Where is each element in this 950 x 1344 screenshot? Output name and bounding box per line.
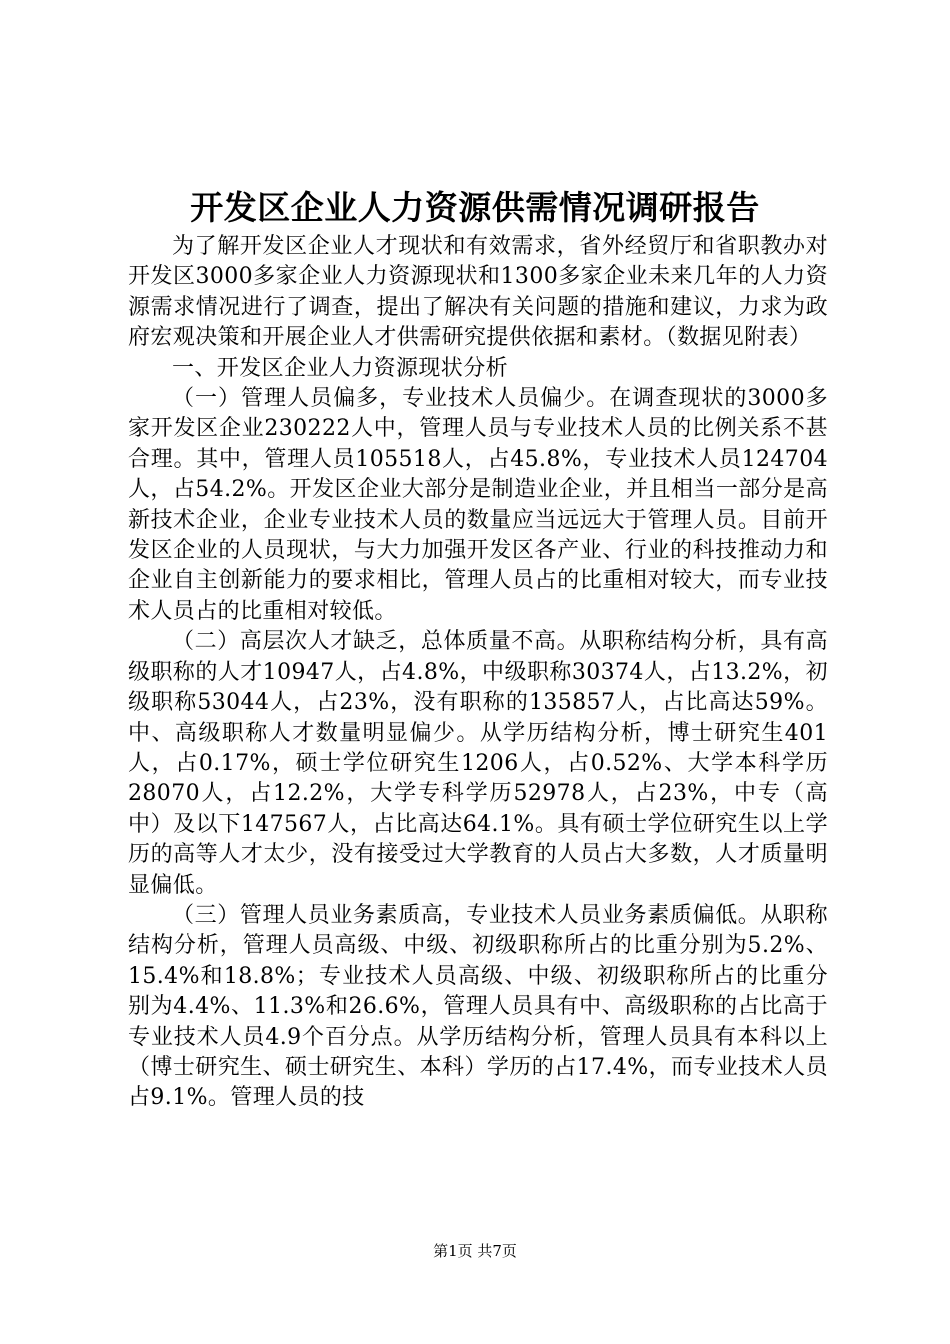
paragraph-intro: 为了解开发区企业人才现状和有效需求，省外经贸厅和省职教办对开发区3000多家企业人力资源现状和1300多家企业未来几年的人力资源需求情况进行了调查，提出了解决有关问题的措施和建议，力求为政府宏观决策和开展企业人才供需研究提供依据和素材。（数据见附表） [128,234,828,351]
paragraph-2: （二）高层次人才缺乏，总体质量不高。从职称结构分析，具有高级职称的人才10947人，占4.8%，中级职称30374人，占13.2%，初级职称53044人，占23%，没有职称的135857人，占比高达59%。中、高级职称人才数量明显偏少。从学历结构分析，博士研究生401人，占0.17%，硕士学位研究生1206人，占0.52%、大学本科学历28070人，占12.2%，大学专科学历52978人，占23%，中专（高中）及以下147567人，占比高达64.1%。具有硕士学位研究生以上学历的高等人才太少，没有接受过大学教育的人员占大多数，人才质量明显偏低。 [128,629,828,898]
paragraph-1: （一）管理人员偏多，专业技术人员偏少。在调查现状的3000多家开发区企业230222人中，管理人员与专业技术人员的比例关系不甚合理。其中，管理人员105518人，占45.8%，专业技术人员124704人，占54.2%。开发区企业大部分是制造业企业，并且相当一部分是高新技术企业，企业专业技术人员的数量应当远远大于管理人员。目前开发区企业的人员现状，与大力加强开发区各产业、行业的科技推动力和企业自主创新能力的要求相比，管理人员占的比重相对较大，而专业技术人员占的比重相对较低。 [128,386,828,624]
page-number-footer: 第1页 共7页 [433,1242,517,1260]
document-title: 开发区企业人力资源供需情况调研报告 [190,188,760,227]
paragraph-3: （三）管理人员业务素质高，专业技术人员业务素质偏低。从职称结构分析，管理人员高级、中级、初级职称所占的比重分别为5.2%、15.4%和18.8%；专业技术人员高级、中级、初级职称所占的比重分别为4.4%、11.3%和26.6%，管理人员具有中、高级职称的占比高于专业技术人员4.9个百分点。从学历结构分析，管理人员具有本科以上（博士研究生、硕士研究生、本科）学历的占17.4%，而专业技术人员占9.1%。管理人员的技 [128,902,828,1111]
document-body [128,232,828,1114]
section-heading: 一、开发区企业人力资源现状分析 [172,355,509,381]
